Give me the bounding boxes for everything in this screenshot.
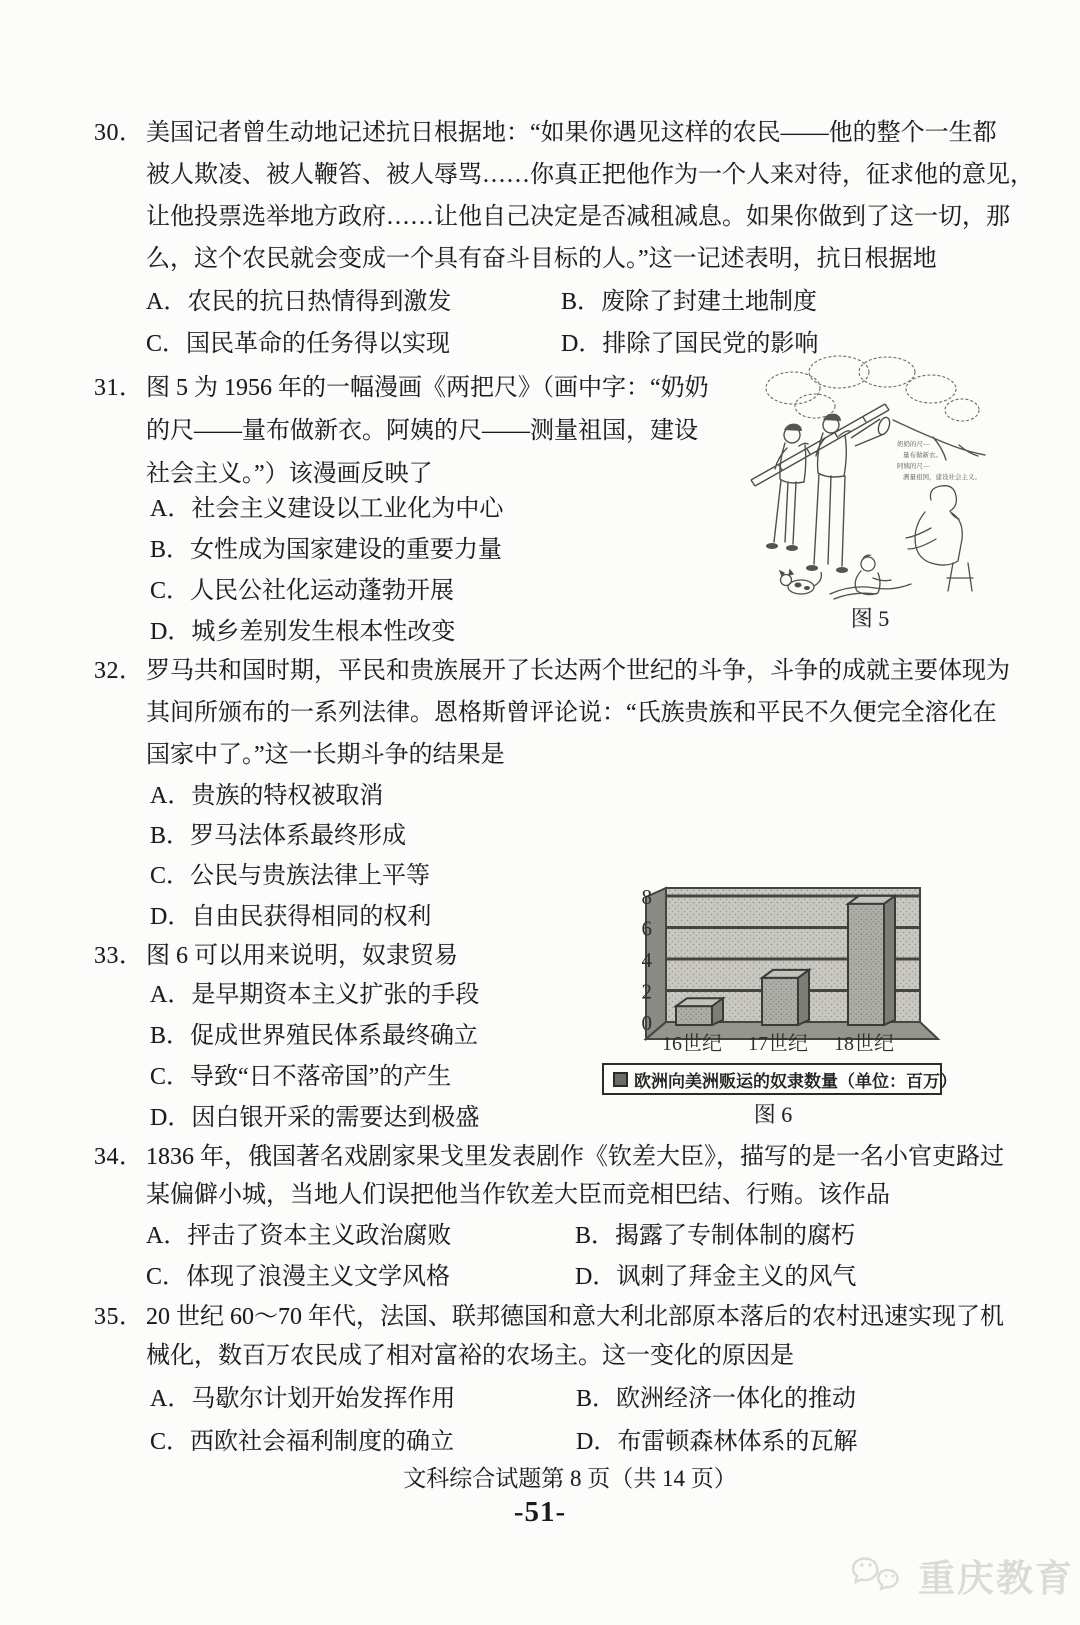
q35-number: 35． [94, 1304, 144, 1330]
svg-text:17世纪: 17世纪 [748, 1033, 808, 1055]
svg-text:8: 8 [641, 885, 652, 909]
svg-text:2: 2 [641, 979, 652, 1004]
chart-legend [602, 1063, 957, 1095]
q32-option-a: A．贵族的特权被取消 [150, 783, 384, 809]
q33-option-b: B．促成世界殖民体系最终确立 [150, 1023, 479, 1049]
wechat-icon [852, 1551, 910, 1599]
q30-option-d: D．排除了国民党的影响 [561, 331, 819, 357]
q30-option-b: B．废除了封建土地制度 [561, 289, 818, 315]
question-line: 1836 年，俄国著名戏剧家果戈里发表剧作《钦差大臣》，描写的是一名小官吏路过 [146, 1144, 1004, 1170]
q30-number: 30． [94, 120, 144, 146]
question-line: 图 5 为 1956 年的一幅漫画《两把尺》（画中字：“奶奶 [146, 375, 709, 401]
figure6-caption: 图 6 [753, 1102, 793, 1127]
question-line: 么，这个农民就会变成一个具有奋斗目标的人。”这一记述表明，抗日根据地 [146, 246, 937, 272]
q34-number: 34． [94, 1144, 144, 1170]
q32-option-b: B．罗马法体系最终形成 [150, 823, 407, 849]
fig5-inset-line: 阿姨的尺— [897, 463, 930, 470]
question-line: 罗马共和国时期，平民和贵族展开了长达两个世纪的斗争，斗争的成就主要体现为 [146, 658, 1010, 684]
page-footer: 文科综合试题第 8 页（共 14 页） [403, 1466, 737, 1491]
q32-number: 32． [94, 658, 144, 684]
figure5-caption: 图 5 [850, 606, 890, 631]
watermark [852, 1548, 1074, 1602]
q34-option-a: A．抨击了资本主义政治腐败 [146, 1223, 452, 1249]
q35-option-a: A．马歇尔计划开始发挥作用 [150, 1386, 456, 1412]
fig5-inset-line: 奶奶的尺— [897, 441, 930, 448]
question-line: 被人欺凌、被人鞭笞、被人辱骂……你真正把他作为一个人来对待，征求他的意见， [146, 162, 1034, 188]
q35-option-b: B．欧洲经济一体化的推动 [576, 1386, 857, 1412]
q34-option-d: D．讽刺了拜金主义的风气 [575, 1264, 857, 1290]
q32-option-d: D．自由民获得相同的权利 [150, 904, 432, 930]
q33-option-d: D．因白银开采的需要达到极盛 [150, 1105, 480, 1131]
question-line: 国家中了。”这一长期斗争的结果是 [146, 742, 505, 768]
figure5-illustration [735, 342, 990, 602]
legend-marker-icon [613, 1072, 628, 1087]
q33-option-c: C．导致“日不落帝国”的产生 [150, 1064, 452, 1090]
question-line: 美国记者曾生动地记述抗日根据地：“如果你遇见这样的农民——他的整个一生都 [146, 120, 997, 146]
svg-text:16世纪: 16世纪 [662, 1033, 722, 1055]
q32-option-c: C．公民与贵族法律上平等 [150, 863, 431, 889]
q33-number: 33． [94, 943, 144, 969]
svg-text:4: 4 [641, 948, 652, 972]
question-line: 某偏僻小城，当地人们误把他当作钦差大臣而竞相巴结、行贿。该作品 [146, 1182, 890, 1208]
question-line: 社会主义。”）该漫画反映了 [146, 461, 433, 487]
question-line: 图 6 可以用来说明，奴隶贸易 [146, 943, 458, 969]
q34-option-b: B．揭露了专制体制的腐朽 [575, 1223, 856, 1249]
q34-option-c: C．体现了浪漫主义文学风格 [146, 1264, 451, 1290]
q31-option-d: D．城乡差别发生根本性改变 [150, 619, 456, 645]
q33-option-a: A．是早期资本主义扩张的手段 [150, 982, 480, 1008]
question-line: 其间所颁布的一系列法律。恩格斯曾评论说：“氏族贵族和平民不久便完全溶化在 [146, 700, 997, 726]
question-line: 的尺——量布做新衣。阿姨的尺——测量祖国，建设 [146, 418, 698, 444]
legend-label: 欧洲向美洲贩运的奴隶数量（单位：百万） [634, 1071, 957, 1091]
fig5-inset-line: 量布做新衣。 [903, 452, 942, 459]
svg-text:18世纪: 18世纪 [834, 1033, 894, 1055]
question-line: 让他投票选举地方政府……让他自己决定是否减租减息。如果你做到了这一切，那 [146, 204, 1010, 230]
question-line: 20 世纪 60～70 年代，法国、联邦德国和意大利北部原本落后的农村迅速实现了机 [146, 1304, 1004, 1330]
page-number: -51- [513, 1496, 567, 1528]
q35-option-c: C．西欧社会福利制度的确立 [150, 1429, 455, 1455]
svg-text:6: 6 [641, 916, 652, 941]
chart-x-axis-labels [662, 1032, 894, 1055]
chart-y-axis-labels [642, 885, 653, 1035]
q30-option-c: C．国民革命的任务得以实现 [146, 331, 451, 357]
question-line: 械化，数百万农民成了相对富裕的农场主。这一变化的原因是 [146, 1343, 794, 1369]
figure6-bar-chart [590, 853, 990, 1059]
watermark-label: 重庆教育 [918, 1559, 1074, 1600]
q35-option-d: D．布雷顿森林体系的瓦解 [576, 1429, 858, 1455]
svg-text:0: 0 [641, 1011, 652, 1035]
q31-option-a: A．社会主义建设以工业化为中心 [150, 496, 504, 522]
q31-number: 31． [94, 375, 144, 401]
q31-option-c: C．人民公社化运动蓬勃开展 [150, 578, 455, 604]
fig5-inset-line: 测量祖国，建设社会主义。 [903, 474, 981, 481]
q30-option-a: A．农民的抗日热情得到激发 [146, 289, 452, 315]
q31-option-b: B．女性成为国家建设的重要力量 [150, 537, 503, 563]
